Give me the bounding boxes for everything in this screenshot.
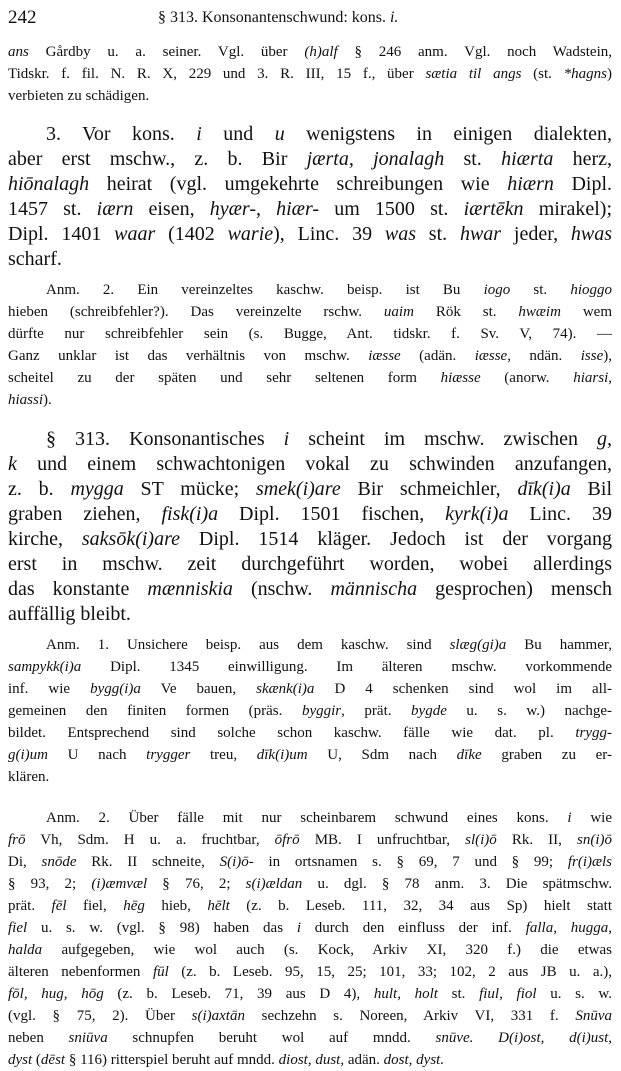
paragraph-continuation (8, 41, 612, 107)
text-line (8, 41, 612, 63)
text-line (8, 895, 612, 917)
text-segment: st. (510, 282, 571, 298)
text-segment: kirche, (8, 528, 82, 550)
italic-term: hwæim (518, 304, 561, 320)
text-segment: ), Linc. 39 (273, 223, 385, 245)
italic-term: g, (597, 428, 612, 450)
text-line (8, 577, 612, 602)
text-segment: dürfte nur schreibfehler sein (s. Bugge, Ant. tidskr. f. Sv. V, 74). — (8, 326, 612, 342)
italic-term: mygga (70, 478, 124, 500)
italic-term: sn(i)ō (576, 832, 612, 848)
italic-term: *hagns (563, 66, 607, 82)
text-segment: Vh, Sdm. H u. a. fruchtbar, (25, 832, 275, 848)
italic-term: dīke (456, 747, 482, 763)
italic-term: hioggo (570, 282, 612, 298)
text-line (8, 122, 612, 147)
text-segment: neben (8, 1030, 69, 1046)
text-segment: jeder, (501, 223, 571, 245)
text-segment: Gårdby u. a. seiner. Vgl. über (28, 44, 305, 60)
text-segment: hieb, (144, 898, 208, 914)
text-line (8, 873, 612, 895)
text-segment: z. b. (8, 478, 71, 500)
text-segment: u. dgl. § 78 anm. 3. Die spätmschw. (302, 876, 612, 892)
italic-term: isse (580, 348, 604, 364)
note-anm-2 (8, 279, 612, 411)
italic-term: i (567, 810, 572, 826)
text-line (8, 807, 612, 829)
text-segment: Ve bauen, (140, 681, 257, 697)
italic-term: iogo (483, 282, 511, 298)
italic-term: trygg- (575, 725, 612, 741)
text-segment: ( (32, 1052, 41, 1068)
text-segment: um 1500 st. (319, 198, 464, 220)
text-line (8, 983, 612, 1005)
italic-term: hwar (459, 223, 502, 245)
text-segment: heirat (vgl. umgekehrte schreibungen wie (89, 173, 508, 195)
italic-term: fiel (8, 920, 28, 936)
text-segment: Rök st. (413, 304, 519, 320)
italic-term: hiærta (501, 148, 554, 170)
italic-term: männischa (330, 578, 418, 600)
text-segment: herz, (553, 148, 612, 170)
text-segment: adän. (344, 1052, 384, 1068)
text-segment: Tidskr. f. fil. N. R. X, 229 und 3. R. III, 15 f., über (8, 66, 426, 82)
text-segment: scharf. (8, 248, 62, 270)
text-line (8, 452, 612, 477)
text-segment: § 313. Konsonantisches (46, 428, 284, 450)
text-segment: wie (571, 810, 612, 826)
text-segment: das konstante (8, 578, 148, 600)
italic-term: fr(i)æls (567, 854, 613, 870)
italic-term: snōde (41, 854, 77, 870)
italic-term: fūl (152, 964, 169, 980)
text-line (8, 477, 612, 502)
text-segment: Bil (570, 478, 612, 500)
italic-term: hyær-, hiær- (209, 198, 320, 220)
text-segment: U nach (48, 747, 147, 763)
text-segment: ST mücke; (123, 478, 256, 500)
italic-term: (h)alf (304, 44, 338, 60)
italic-term: D(i)ost, d(i)ust, (498, 1030, 612, 1046)
text-line (8, 1005, 612, 1027)
text-segment: scheitel zu der späten und sehr seltenen form (8, 370, 441, 386)
text-segment: ). (43, 392, 52, 408)
text-segment: Anm. 2. Über fälle mit nur scheinbarem schwund eines kons. (46, 810, 568, 826)
italic-term: u (274, 123, 285, 145)
text-line (8, 829, 612, 851)
italic-term: s(i)ældan (245, 876, 303, 892)
italic-term: diost, dust, (278, 1052, 345, 1068)
text-segment: st. (437, 986, 480, 1002)
text-segment: st. (416, 223, 460, 245)
italic-term: smek(i)are (255, 478, 341, 500)
text-segment: Dipl. (553, 173, 612, 195)
text-segment: in ortsnamen s. § 69, 7 und § 99; (253, 854, 568, 870)
italic-term: halda (8, 942, 43, 958)
text-line (8, 323, 612, 345)
text-line (8, 63, 612, 85)
text-segment: älteren nebenformen (8, 964, 153, 980)
text-segment: ), (603, 348, 613, 364)
italic-term: slæg(gi)a (449, 637, 507, 653)
italic-term: k (8, 453, 17, 475)
text-segment: (anorw. (480, 370, 574, 386)
text-segment: gesprochen) mensch (417, 578, 613, 600)
page-header (8, 6, 612, 30)
text-line (8, 722, 612, 744)
italic-term: was (384, 223, 416, 245)
text-line (8, 961, 612, 983)
text-line (8, 700, 612, 722)
text-line (8, 279, 612, 301)
italic-term: fēl (51, 898, 67, 914)
italic-term: dēst (40, 1052, 66, 1068)
text-line (8, 552, 612, 577)
text-segment: fiel, (66, 898, 124, 914)
italic-term: S(i)ō- (219, 854, 254, 870)
text-segment: u. s. w. (vgl. § 98) haben das (27, 920, 297, 936)
italic-term: sl(i)ō (465, 832, 497, 848)
note-anm-2-b (8, 807, 612, 1071)
italic-term: hiassi (8, 392, 44, 408)
text-segment: st. (444, 148, 502, 170)
italic-term: hult, holt (373, 986, 438, 1002)
text-line (8, 656, 612, 678)
text-line (8, 197, 612, 222)
text-segment: U, Sdm nach (307, 747, 457, 763)
text-segment: bildet. Entsprechend sind solche schon kaschw. fälle wie dat. pl. (8, 725, 576, 741)
text-segment: (z. b. Leseb. 95, 15, 25; 101, 33; 102, 2 aus JB u. a.), (168, 964, 613, 980)
italic-term: iærn (96, 198, 134, 220)
text-line (8, 502, 612, 527)
italic-term: jærta, jonalagh (306, 148, 445, 170)
italic-term: mænniskia (147, 578, 233, 600)
text-line (8, 939, 612, 961)
italic-term: hiæsse (440, 370, 481, 386)
italic-term: sniūva (68, 1030, 108, 1046)
italic-term: hiōnalagh (8, 173, 90, 195)
text-segment: Ganz unklar ist das verhältnis von mschw. (8, 348, 369, 364)
text-segment: wenigstens in einigen dialekten, (284, 123, 613, 145)
text-segment: ) (606, 66, 612, 82)
text-segment: u. s. w. (536, 986, 613, 1002)
text-segment: § 76, 2; (147, 876, 246, 892)
italic-term: hiærn (507, 173, 554, 195)
italic-term: saksōk(i)are (81, 528, 181, 550)
text-line (8, 744, 612, 766)
text-segment: prät. (8, 898, 52, 914)
italic-term: hēlt (207, 898, 230, 914)
text-segment: D 4 schenken sind wol im all- (314, 681, 612, 697)
text-segment: Linc. 39 (508, 503, 612, 525)
text-segment: wem (560, 304, 612, 320)
running-title-italic: i. (389, 9, 399, 26)
note-anm-1 (8, 634, 612, 788)
italic-term: dīk(i)a (517, 478, 571, 500)
italic-term: bygde (411, 703, 447, 719)
italic-term: i (283, 428, 290, 450)
italic-term: kyrk(i)a (445, 503, 509, 525)
italic-term: ans (8, 44, 29, 60)
text-segment: sechzehn s. Noreen, Arkiv VI, 331 f. (244, 1008, 576, 1024)
page-number: 242 (8, 7, 37, 28)
italic-term: iæsse (368, 348, 401, 364)
italic-term: hwas (570, 223, 613, 245)
italic-term: sætia til angs (425, 66, 522, 82)
italic-term: iæsse (474, 348, 508, 364)
text-segment: MB. I unfruchtbar, (299, 832, 466, 848)
text-segment: mirakel); (523, 198, 613, 220)
text-segment: graben zu er- (481, 747, 612, 763)
text-line (8, 851, 612, 873)
italic-term: falla, hugga, (525, 920, 612, 936)
italic-term: hiarsi, (573, 370, 612, 386)
text-segment: , ndän. (507, 348, 581, 364)
text-line (8, 222, 612, 247)
text-segment: u. s. w.) nachge- (446, 703, 612, 719)
text-segment: treu, (190, 747, 257, 763)
text-segment: Di, (8, 854, 42, 870)
italic-term: i (296, 920, 301, 936)
text-line (8, 678, 612, 700)
italic-term: dost, dyst. (383, 1052, 445, 1068)
text-segment (473, 1030, 498, 1046)
italic-term: uaim (383, 304, 414, 320)
italic-term: byggir (301, 703, 342, 719)
italic-term: (i)æmvæl (91, 876, 148, 892)
text-line (8, 634, 612, 656)
text-line (8, 527, 612, 552)
italic-term: trygger (146, 747, 191, 763)
text-segment: graben ziehen, (8, 503, 162, 525)
text-segment: Dipl. 1501 fischen, (218, 503, 446, 525)
italic-term: bygg(i)a (90, 681, 141, 697)
text-segment: § 93, 2; (8, 876, 92, 892)
text-segment: aber erst mschw., z. b. Bir (8, 148, 307, 170)
italic-term: ōfrō (274, 832, 300, 848)
text-segment: , prät. (341, 703, 412, 719)
text-segment: hieben (schreibfehler?). Das vereinzelte rschw. (8, 304, 384, 320)
text-line (8, 147, 612, 172)
text-segment: Dipl. 1401 (8, 223, 115, 245)
text-segment: erst in mschw. zeit durchgeführt worden, wobei allerdings (8, 553, 612, 575)
italic-term: fiul, fiol (479, 986, 537, 1002)
text-segment: § 116) ritterspiel beruht auf mndd. (65, 1052, 279, 1068)
italic-term: hēg (123, 898, 145, 914)
text-line (8, 917, 612, 939)
text-segment: § 246 anm. Vgl. noch Wadstein, (337, 44, 613, 60)
text-segment: klären. (8, 769, 50, 785)
text-line (8, 602, 612, 627)
text-segment: (st. (521, 66, 564, 82)
text-segment: 3. Vor kons. (46, 123, 197, 145)
italic-term: dyst (8, 1052, 33, 1068)
text-segment: und (201, 123, 275, 145)
text-line (8, 367, 612, 389)
text-segment: (vgl. § 75, 2). Über (8, 1008, 192, 1024)
italic-term: skænk(i)a (256, 681, 315, 697)
text-segment: Dipl. 1345 einwilligung. Im älteren mschw. vorkommende (81, 659, 612, 675)
text-segment: (nschw. (232, 578, 331, 600)
italic-term: sampykk(i)a (8, 659, 82, 675)
text-segment: Rk. II schneite, (76, 854, 220, 870)
italic-term: fisk(i)a (161, 503, 219, 525)
text-segment: und einem schwachtonigen vokal zu schwinden anzufangen, (16, 453, 612, 475)
text-segment: auffällig bleibt. (8, 603, 131, 625)
italic-term: fōl, hug, hōg (8, 986, 104, 1002)
text-segment: inf. wie (8, 681, 91, 697)
italic-term: i (196, 123, 202, 145)
text-segment: verbieten zu schädigen. (8, 88, 150, 104)
text-line (8, 172, 612, 197)
text-segment: aufgegeben, wie wol auch (s. Kock, Arkiv XI, 320 f.) die etwas (42, 942, 612, 958)
running-title-text: § 313. Konsonantenschwund: kons. (158, 9, 390, 26)
text-segment: scheint im mschw. zwischen (289, 428, 597, 450)
text-line (8, 345, 612, 367)
text-line (8, 85, 612, 107)
italic-term: dīk(i)um (256, 747, 308, 763)
text-line (8, 247, 612, 272)
text-line (8, 1049, 612, 1071)
italic-term: Snūva (575, 1008, 612, 1024)
text-segment: durch den einfluss der inf. (301, 920, 526, 936)
text-segment: 1457 st. (8, 198, 97, 220)
text-line (8, 427, 612, 452)
text-segment: Anm. 2. Ein vereinzeltes kaschw. beisp. ist Bu (46, 282, 484, 298)
text-segment: Bu hammer, (506, 637, 612, 653)
text-segment: eisen, (133, 198, 210, 220)
italic-term: waar (114, 223, 156, 245)
italic-term: frō (8, 832, 26, 848)
text-segment: (z. b. Leseb. 111, 32, 34 aus Sp) hielt statt (229, 898, 612, 914)
italic-term: snūve. (435, 1030, 474, 1046)
paragraph-point-3 (8, 122, 612, 272)
italic-term: iærtēkn (463, 198, 524, 220)
section-313 (8, 427, 612, 627)
text-segment: gemeinen den finiten formen (präs. (8, 703, 302, 719)
text-segment: Dipl. 1514 kläger. Jedoch ist der vorgang (180, 528, 612, 550)
text-segment: Anm. 1. Unsichere beisp. aus dem kaschw. sind (46, 637, 450, 653)
text-line (8, 1027, 612, 1049)
text-line (8, 389, 612, 411)
text-segment: schnupfen beruht wol auf mndd. (107, 1030, 436, 1046)
running-title (158, 6, 398, 30)
text-segment: (adän. (400, 348, 475, 364)
text-line (8, 301, 612, 323)
text-segment: (z. b. Leseb. 71, 39 aus D 4), (103, 986, 374, 1002)
italic-term: s(i)axtān (191, 1008, 245, 1024)
text-segment: (1402 (155, 223, 228, 245)
text-segment: Rk. II, (496, 832, 577, 848)
text-segment: Bir schmeichler, (340, 478, 518, 500)
text-line (8, 766, 612, 788)
italic-term: g(i)um (8, 747, 48, 763)
italic-term: warie (227, 223, 274, 245)
